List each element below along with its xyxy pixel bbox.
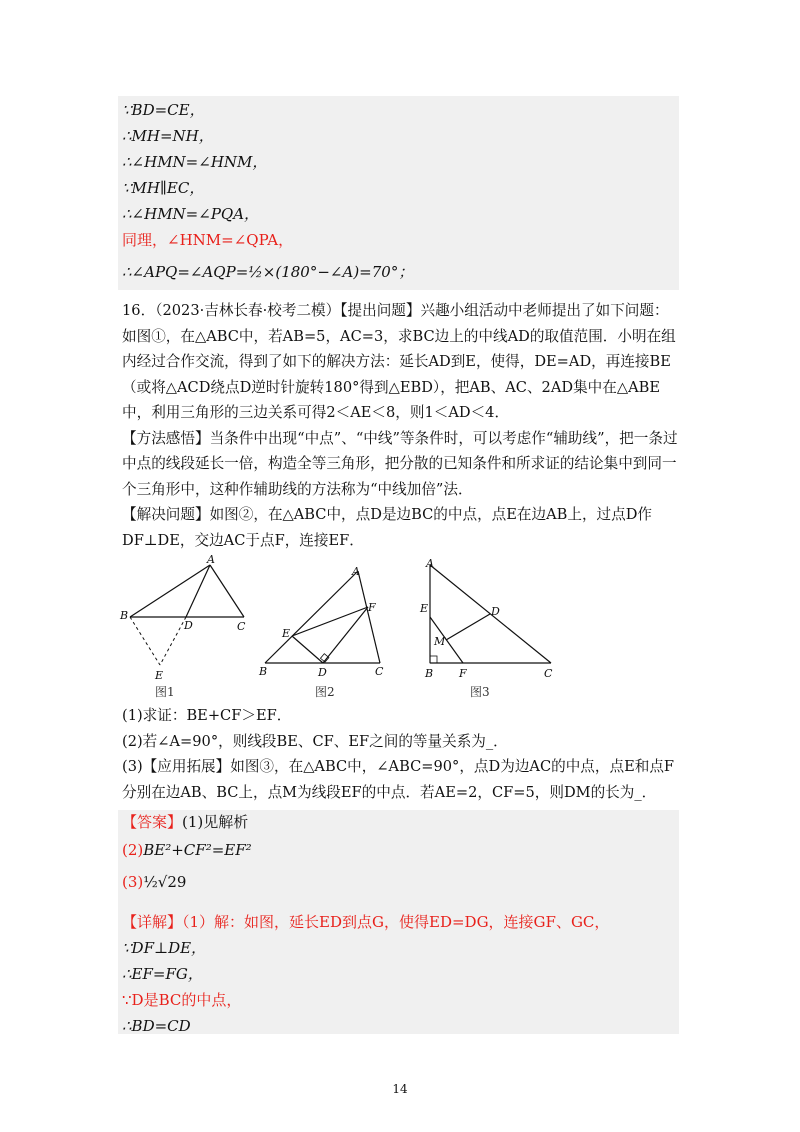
figure-2: [255, 563, 395, 683]
figure-3: [418, 555, 568, 683]
problem-statement: [122, 298, 678, 553]
answer-3: ½√29: [143, 873, 187, 891]
solution-line: ∴∠HMN=∠HNM，: [122, 153, 268, 171]
solution-line: ∴∠APQ=∠AQP=½×(180°−∠A)=70°；: [122, 263, 414, 281]
fig1-label-E: E: [155, 669, 164, 682]
fig1-label-D: D: [184, 619, 193, 632]
detail-step: ∴BD=CD: [122, 1017, 191, 1035]
fig3-label-E: E: [420, 602, 429, 615]
fig3-label-A: A: [426, 557, 434, 570]
fig1-label-B: B: [120, 609, 129, 622]
solution-line: ∴∠HMN=∠PQA，: [122, 205, 260, 223]
solution-line: ∴MH=NH，: [122, 127, 214, 145]
solution-line: ∵MH∥EC，: [122, 179, 205, 197]
fig2-label-C: C: [375, 665, 384, 678]
fig3-label-B: B: [425, 667, 434, 680]
detail-step: ∵D是BC的中点，: [122, 991, 242, 1009]
problem-intro: 16．（2023·吉林长春·校考二模）【提出问题】兴趣小组活动中老师提出了如下问题：如图①，在△ABC中，若AB=5，AC=3，求BC边上的中线AD的取值范围．小明在组内经过合作交流，得到了如下的解决方法：延长AD到E，使得，DE=AD，再连接BE（或将△ACD绕点D逆时针旋转180°得到△EBD），把AB、AC、2AD集中在△ABE中，利用三角形的三边关系可得2＜AE＜8，则1＜AD＜4．: [122, 302, 676, 421]
fig1-label-C: C: [237, 620, 246, 633]
solution-line: 同理，∠HNM=∠QPA，: [122, 231, 294, 249]
answer-2: BE²+CF²=EF²: [143, 841, 252, 859]
question-1: (1)求证：BE+CF＞EF．: [122, 707, 292, 724]
fig1-label-A: A: [207, 555, 215, 566]
fig2-label-A: A: [352, 565, 360, 578]
fig3-label-C: C: [544, 667, 553, 680]
page-number: 14: [392, 1082, 408, 1096]
answer-label: 【答案】: [122, 813, 183, 831]
questions: [122, 703, 682, 805]
answer-2-prefix: (2): [122, 841, 144, 859]
answer-1: (1)见解析: [182, 813, 249, 831]
fig2-label-F: F: [368, 601, 376, 614]
question-3: (3)【应用拓展】如图③，在△ABC中，∠ABC=90°，点D为边AC的中点，点E和点F分别在边AB、BC上，点M为线段EF的中点．若AE=2，CF=5，则DM的长为_．: [122, 758, 675, 801]
detail-step: ∴EF=FG，: [122, 965, 203, 983]
answer-line-1: [122, 812, 248, 832]
fig3-label-D: D: [491, 605, 500, 618]
answer-3-prefix: (3): [122, 873, 144, 891]
answer-line-2: [122, 840, 252, 860]
fig3-label-M: M: [434, 635, 446, 648]
fig2-label-D: D: [318, 666, 327, 679]
solution-line: ∵BD=CE，: [122, 101, 205, 119]
detail-line: 【详解】（1）解：如图，延长ED到点G，使得ED=DG，连接GF、GC，: [122, 913, 610, 931]
figure-2-caption: 图2: [315, 685, 335, 699]
figure-3-caption: 图3: [470, 685, 490, 699]
method-insight: 【方法感悟】当条件中出现“中点”、“中线”等条件时，可以考虑作“辅助线”，把一条过中点的线段延长一倍，构造全等三角形，把分散的已知条件和所求证的结论集中到同一个三角形中，这种作辅助线的方法称为“中线加倍”法．: [122, 429, 678, 498]
fig2-label-E: E: [282, 627, 291, 640]
figure-1-caption: 图1: [155, 685, 175, 699]
question-2: (2)若∠A=90°，则线段BE、CF、EF之间的等量关系为_．: [122, 732, 508, 750]
fig2-label-B: B: [259, 665, 268, 678]
figure-1: [118, 555, 258, 685]
fig3-label-F: F: [459, 667, 467, 680]
answer-line-3: [122, 872, 186, 892]
detail-step: ∵DF⊥DE，: [122, 939, 207, 957]
solve-question: 【解决问题】如图②，在△ABC中，点D是边BC的中点，点E在边AB上，过点D作DF⊥DE，交边AC于点F，连接EF．: [122, 506, 653, 549]
